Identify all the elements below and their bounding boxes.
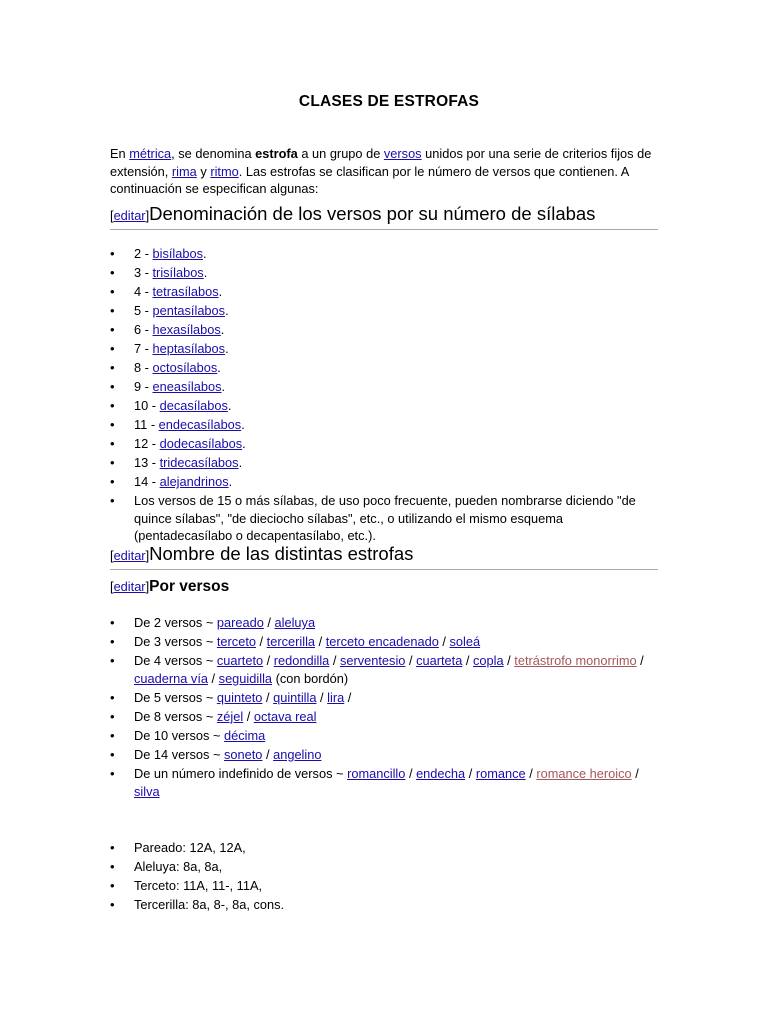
- section-heading-estrofas: [110, 543, 658, 570]
- list-item-note: [110, 492, 658, 545]
- punctuation: .: [225, 341, 229, 356]
- pattern-text: Pareado: 12A, 12A,: [134, 840, 246, 855]
- section-heading-silabas: [110, 203, 658, 230]
- intro-paragraph: [110, 145, 658, 198]
- punctuation: .: [203, 246, 207, 261]
- punctuation: .: [217, 360, 221, 375]
- bracket: ]: [145, 208, 150, 223]
- list-item: [110, 359, 658, 378]
- punctuation: .: [228, 474, 233, 489]
- stanza-link[interactable]: endecha: [416, 766, 466, 782]
- list-item: • De 3 versos ~ terceto / tercerilla / terceto encadenado / soleá: [110, 633, 658, 651]
- list-item: [110, 473, 658, 492]
- stanza-link[interactable]: romance heroico: [536, 766, 632, 782]
- list-item: [110, 378, 658, 397]
- link-rima[interactable]: rima: [171, 163, 197, 179]
- link-ritmo[interactable]: ritmo: [210, 163, 239, 179]
- edit-link[interactable]: editar: [113, 548, 146, 563]
- list-item: [110, 283, 658, 302]
- stanza-link[interactable]: cuarteta: [416, 653, 463, 669]
- edit-link-wrapper: [110, 548, 149, 563]
- intro-text: y: [196, 163, 211, 179]
- list-item: • De 5 versos ~ quinteto / quintilla / lira /: [110, 689, 658, 707]
- pattern-text: Tercerilla: 8a, 8-, 8a, cons.: [134, 897, 285, 912]
- syllable-count: 7 -: [134, 341, 153, 356]
- punctuation: .: [227, 398, 232, 413]
- syllable-link[interactable]: tridecasílabos: [159, 455, 239, 470]
- syllable-count: 4 -: [134, 284, 153, 299]
- stanza-link[interactable]: tetrástrofo monorrimo: [514, 653, 637, 669]
- syllable-count: 11 -: [134, 417, 159, 432]
- syllable-link[interactable]: heptasílabos: [152, 341, 226, 356]
- punctuation: .: [221, 379, 226, 394]
- pattern-item: [110, 896, 658, 915]
- list-item: [110, 727, 658, 745]
- punctuation: .: [238, 455, 243, 470]
- list-item: [110, 302, 658, 321]
- heading-text: Nombre de las distintas estrofas: [149, 543, 414, 564]
- syllable-count: 13 -: [134, 455, 160, 470]
- syllable-link[interactable]: tetrasílabos: [152, 284, 219, 299]
- edit-link-wrapper: [110, 579, 149, 594]
- syllable-count: 10 -: [134, 398, 160, 413]
- stanza-link[interactable]: terceto encadenado: [325, 634, 439, 650]
- bracket: ]: [145, 548, 150, 563]
- stanza-link[interactable]: soneto: [223, 747, 263, 763]
- heading-text: Denominación de los versos por su número de sílabas: [149, 203, 596, 224]
- syllable-count: 12 -: [134, 436, 160, 451]
- verse-count: De 4 versos ~: [134, 653, 217, 669]
- stanza-link[interactable]: serventesio: [339, 653, 406, 669]
- list-item: • De 4 versos ~ cuarteto / redondilla / serventesio / cuarteta / copla / tetrástrofo monorrimo / cuaderna vía / seguidilla (con bordón): [110, 652, 658, 687]
- syllable-link[interactable]: decasílabos: [159, 398, 228, 413]
- punctuation: .: [242, 436, 246, 451]
- stanza-link[interactable]: tercerilla: [266, 634, 316, 650]
- intro-bold-estrofa: estrofa: [255, 146, 298, 161]
- pattern-text: Terceto: 11A, 11-, 11A,: [134, 878, 263, 893]
- syllable-count: 3 -: [134, 265, 153, 280]
- bracket: [: [110, 208, 114, 223]
- stanza-link[interactable]: pareado: [216, 615, 264, 630]
- bracket: [: [110, 548, 114, 563]
- list-item: [110, 340, 658, 359]
- syllable-count: 2 -: [134, 246, 153, 261]
- pattern-text: Aleluya: 8a, 8a,: [134, 859, 223, 874]
- punctuation: .: [203, 265, 208, 280]
- list-item: • De 8 versos ~ zéjel / octava real: [110, 708, 658, 726]
- list-item: • De 14 versos ~ soneto / angelino: [110, 746, 658, 764]
- link-metrica[interactable]: métrica: [129, 146, 172, 161]
- stanza-link[interactable]: cuarteto: [216, 653, 264, 669]
- syllable-count: 6 -: [134, 322, 153, 337]
- verse-count: De 14 versos ~: [134, 747, 224, 763]
- syllable-count: 14 -: [134, 474, 160, 489]
- stanza-link[interactable]: quinteto: [216, 689, 263, 705]
- stanza-link[interactable]: seguidilla: [218, 670, 273, 686]
- syllable-count: 9 -: [134, 379, 153, 394]
- list-item: [110, 435, 658, 454]
- stanza-link[interactable]: octava real: [253, 708, 317, 724]
- punctuation: .: [225, 303, 229, 318]
- suffix-text: (con bordón): [272, 670, 349, 686]
- stanza-link[interactable]: copla: [473, 653, 504, 669]
- edit-link-wrapper: [110, 208, 149, 223]
- stanza-link[interactable]: romance: [475, 766, 526, 782]
- link-versos[interactable]: versos: [383, 146, 422, 161]
- note-text: Los versos de 15 o más sílabas, de uso poco frecuente, pueden nombrarse diciendo "de quince sílabas", "de dieciocho sílabas", etc., o utilizando el mismo esquema (pentadecasílabo o decapentasílabo, etc.).: [134, 493, 636, 543]
- verse-count: De 10 versos ~: [134, 727, 224, 743]
- syllable-link[interactable]: dodecasílabos: [159, 436, 243, 451]
- syllable-link[interactable]: pentasílabos: [152, 303, 226, 318]
- stanza-link[interactable]: lira: [327, 689, 345, 705]
- syllable-link[interactable]: endecasílabos: [158, 417, 242, 432]
- intro-text: a un grupo de: [297, 146, 384, 161]
- syllable-count: 5 -: [134, 303, 153, 318]
- list-item: • De 2 versos ~ pareado / aleluya: [110, 614, 658, 632]
- list-item: [110, 454, 658, 473]
- stanza-link[interactable]: soleá: [449, 634, 481, 650]
- section-heading-por-versos: [110, 576, 658, 598]
- pattern-item: [110, 839, 658, 858]
- intro-text: . Las estrofas se clasifican por le número de versos que contienen. A continuación se especifican algunas:: [110, 163, 629, 196]
- stanza-link[interactable]: angelino: [273, 747, 322, 763]
- list-item: [110, 397, 658, 416]
- stanza-link[interactable]: aleluya: [274, 615, 316, 630]
- pattern-list: [110, 839, 658, 915]
- stanza-link[interactable]: redondilla: [273, 653, 330, 669]
- edit-link[interactable]: editar: [113, 579, 146, 594]
- list-item: [110, 264, 658, 283]
- list-item: [110, 245, 658, 264]
- stanza-list: [110, 614, 658, 802]
- verse-count: De 8 versos ~: [134, 708, 217, 724]
- punctuation: .: [220, 322, 225, 337]
- syllable-list: [110, 245, 658, 545]
- bracket: ]: [145, 579, 150, 594]
- stanza-link[interactable]: quintilla: [273, 689, 317, 705]
- syllable-link[interactable]: alejandrinos: [159, 474, 229, 489]
- intro-text: En: [110, 146, 130, 161]
- syllable-link[interactable]: octosílabos: [152, 360, 218, 375]
- intro-text: unidos por una serie de criterios fijos de extensión,: [110, 146, 652, 179]
- syllable-link[interactable]: trisílabos: [152, 265, 204, 280]
- suffix-text: /: [344, 689, 352, 705]
- stanza-link[interactable]: silva: [134, 783, 160, 799]
- syllable-link[interactable]: hexasílabos: [152, 322, 221, 337]
- syllable-link[interactable]: bisílabos: [152, 246, 204, 261]
- page-title: CLASES DE ESTROFAS: [298, 93, 480, 110]
- stanza-link[interactable]: romancillo: [347, 766, 406, 782]
- punctuation: .: [241, 417, 245, 432]
- stanza-link[interactable]: décima: [223, 727, 266, 743]
- stanza-link[interactable]: terceto: [216, 634, 256, 650]
- pattern-item: [110, 858, 658, 877]
- verse-count: De 2 versos ~: [134, 615, 217, 630]
- syllable-count: 8 -: [134, 360, 153, 375]
- syllable-link[interactable]: eneasílabos: [152, 379, 222, 394]
- heading-text: Por versos: [149, 578, 230, 595]
- verse-count: De un número indefinido de versos ~: [134, 766, 348, 782]
- punctuation: .: [218, 284, 223, 299]
- stanza-link[interactable]: zéjel: [216, 708, 244, 724]
- list-item: • De un número indefinido de versos ~ romancillo / endecha / romance / romance heroico / silva: [110, 765, 658, 800]
- list-item: [110, 321, 658, 340]
- list-item: [110, 416, 658, 435]
- edit-link[interactable]: editar: [113, 208, 146, 223]
- intro-text: , se denomina: [171, 146, 256, 161]
- pattern-item: [110, 877, 658, 896]
- bracket: [: [110, 579, 114, 594]
- verse-count: De 3 versos ~: [134, 634, 217, 650]
- stanza-link[interactable]: cuaderna vía: [134, 670, 208, 686]
- verse-count: De 5 versos ~: [134, 689, 217, 705]
